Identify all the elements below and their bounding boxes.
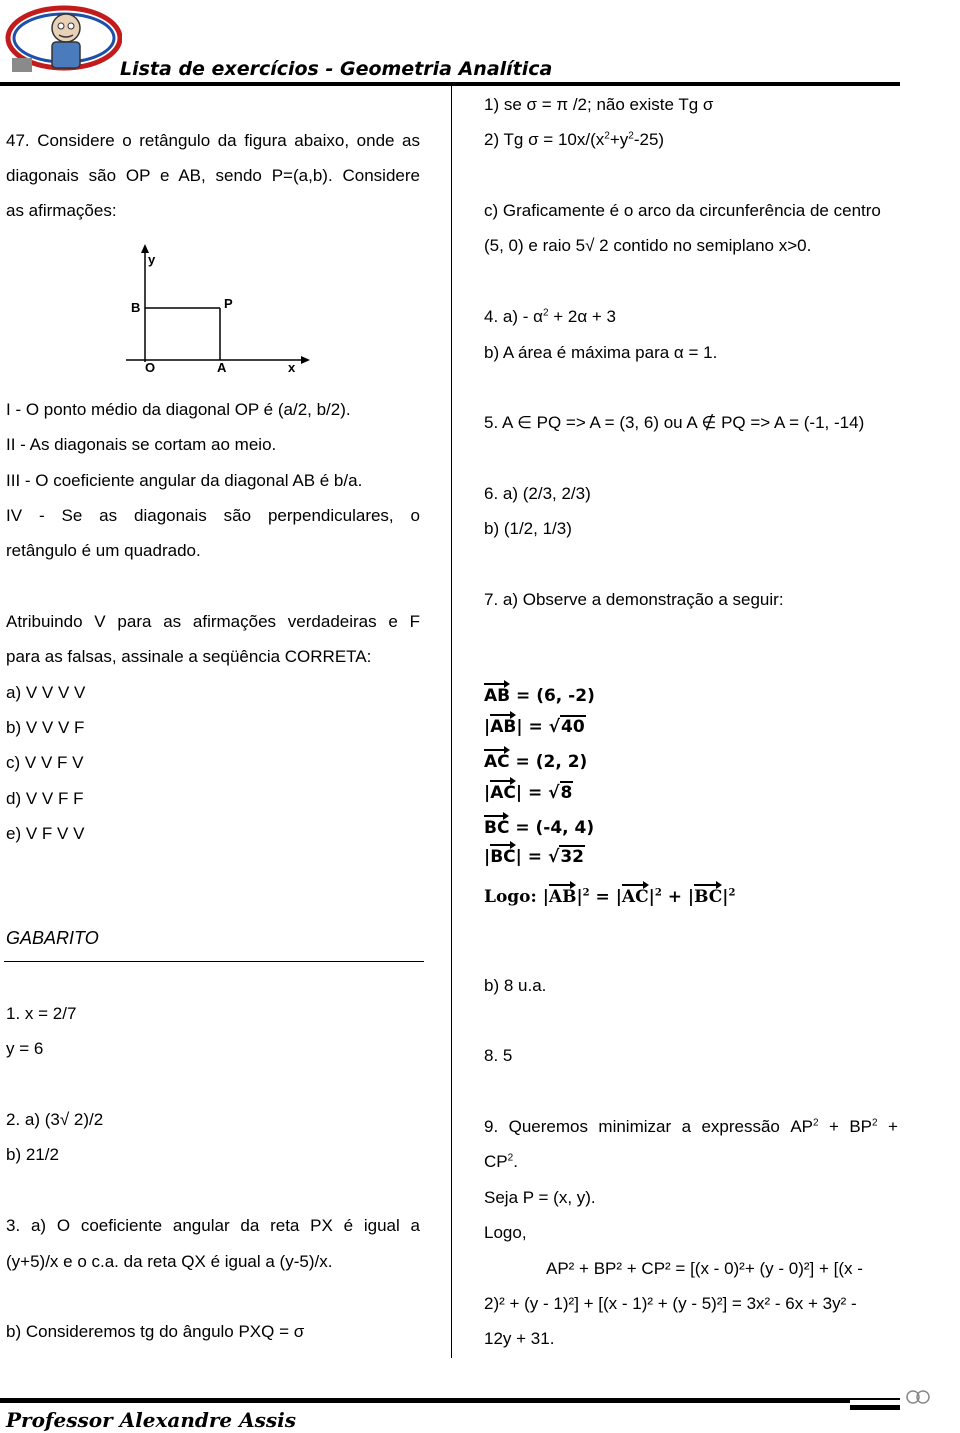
vector-bc: BC xyxy=(484,818,510,838)
sqrt: √32 xyxy=(547,847,584,867)
r9-word: + xyxy=(888,1117,898,1136)
r2-pre: 2) Tg σ = 10x/(x xyxy=(484,130,605,149)
answer-2a xyxy=(6,1109,103,1131)
figure-label-p: P xyxy=(224,296,233,311)
proof-bc xyxy=(484,818,594,838)
footer-author: Professor Alexandre Assis xyxy=(6,1408,296,1432)
figure-label-a: A xyxy=(217,360,227,375)
answer-3a-line-1: 3. a) O coeficiente angular da reta PX é igual a xyxy=(6,1216,420,1235)
r4a-pre: 4. a) - α xyxy=(484,307,543,326)
answer-r5: 5. A ∈ PQ => A = (3, 6) ou A ∉ PQ => A = (-1, -14) xyxy=(484,413,865,432)
answer-3a-line-2: (y+5)/x e o c.a. da reta QX é igual a (y-5)/x. xyxy=(6,1252,333,1271)
gabarito-title: GABARITO xyxy=(6,928,99,948)
answer-r6b: b) (1/2, 1/3) xyxy=(484,519,572,538)
bc-mod-value: 32 xyxy=(560,847,584,867)
plus: + xyxy=(661,887,688,907)
vector-ac-logo: AC xyxy=(621,887,649,907)
r9-word: 9. xyxy=(484,1117,499,1136)
answer-2a-post: 2)/2 xyxy=(69,1110,104,1129)
proof-bc-mod: |BC| = √32 xyxy=(484,847,584,867)
figure-label-x: x xyxy=(288,360,296,375)
r9-word: minimizar xyxy=(598,1117,672,1136)
instruction-line-2: para as falsas, assinale a seqüência CORRETA: xyxy=(6,647,372,666)
page-title: Lista de exercícios - Geometria Analítica xyxy=(120,58,553,80)
ac-mod-value: 8 xyxy=(560,783,573,803)
vector-bc-logo: BC xyxy=(694,887,723,907)
r2-sup-1: 2 xyxy=(604,130,610,142)
answer-2b: b) 21/2 xyxy=(6,1145,59,1164)
option-e: e) V F V V xyxy=(6,824,85,843)
answer-r1: 1) se σ = π /2; não existe Tg σ xyxy=(484,95,714,114)
r2-sup-2: 2 xyxy=(628,130,634,142)
q47-line-2: diagonais são OP e AB, sendo P=(a,b). Considere xyxy=(6,166,420,185)
statement-2: II - As diagonais se cortam ao meio. xyxy=(6,435,277,454)
r9-word: Queremos xyxy=(508,1117,588,1136)
vector-ac-mod: AC xyxy=(490,783,516,803)
r4a-post: + 2α + 3 xyxy=(548,307,617,326)
option-b: b) V V V F xyxy=(6,718,85,737)
eq: = xyxy=(522,717,549,737)
answer-r9-line-7: 12y + 31. xyxy=(484,1329,555,1348)
sq-3: 2 xyxy=(728,887,736,899)
vector-ab-logo: AB xyxy=(548,887,577,907)
proof-ac xyxy=(484,752,587,772)
sq-1: 2 xyxy=(582,887,590,899)
ac-value: = (2, 2) xyxy=(509,752,588,772)
sqrt: √8 xyxy=(548,783,573,803)
rectangle-figure xyxy=(120,244,320,378)
proof-logo: Logo: $|AB|^2 = |AC|^2 + |BC|^2$ xyxy=(484,887,736,907)
r9-bp: $BP^2$ xyxy=(849,1117,878,1136)
logo-label: Logo: xyxy=(484,887,543,907)
statement-1: I - O ponto médio da diagonal OP é (a/2, b/2). xyxy=(6,400,351,419)
q47-line-3: as afirmações: xyxy=(6,201,117,220)
option-c: c) V V F V xyxy=(6,753,84,772)
r9-word: a xyxy=(681,1117,692,1136)
header-logo xyxy=(4,2,122,80)
header-rule xyxy=(0,82,900,86)
r9-word: expressão xyxy=(701,1117,780,1136)
answer-r7b: b) 8 u.a. xyxy=(484,976,547,995)
figure-label-o: O xyxy=(145,360,156,375)
r9-ap: $AP^2$ xyxy=(790,1117,819,1136)
proof-ab-mod: |AB| = √40 xyxy=(484,717,585,737)
answer-r7a: 7. a) Observe a demonstração a seguir: xyxy=(484,590,784,609)
eq: = xyxy=(522,783,549,803)
bc-value: = (-4, 4) xyxy=(509,818,595,838)
statement-4-cont: retângulo é um quadrado. xyxy=(6,541,201,560)
footer-ornament-icon xyxy=(906,1388,930,1411)
answer-r4b: b) A área é máxima para α = 1. xyxy=(484,343,718,362)
eq: = xyxy=(589,887,616,907)
proof-ab xyxy=(484,686,595,706)
sq-2: 2 xyxy=(654,887,662,899)
column-divider xyxy=(451,86,452,1358)
statement-3: III - O coeficiente angular da diagonal AB é b/a. xyxy=(6,471,363,490)
option-d: d) V V F F xyxy=(6,789,84,808)
ab-value: = (6, -2) xyxy=(510,686,595,706)
vector-ac: AC xyxy=(484,752,510,772)
r2-post: -25) xyxy=(633,130,665,149)
vector-ab-mod: AB xyxy=(490,717,517,737)
eq: = xyxy=(521,847,548,867)
answer-r9-line-4: Logo, xyxy=(484,1223,527,1242)
answer-rc-line-1: c) Graficamente é o arco da circunferência de centro xyxy=(484,201,881,220)
answer-r6a: 6. a) (2/3, 2/3) xyxy=(484,484,591,503)
q47-line-1: 47. Considere o retângulo da figura abaixo, onde as xyxy=(6,131,420,150)
rc-post: 2 contido no semiplano x>0. xyxy=(594,236,812,255)
answer-rc-line-2 xyxy=(484,235,811,257)
rc-pre: (5, 0) e raio 5 xyxy=(484,236,586,255)
answer-2a-pre: 2. a) (3 xyxy=(6,1110,60,1129)
r9-cp-sup: 2 xyxy=(507,1152,514,1164)
sqrt-symbol: √ xyxy=(585,236,595,255)
sqrt: √40 xyxy=(548,717,585,737)
answer-1-y: y = 6 xyxy=(6,1039,44,1058)
vector-ab: AB xyxy=(484,686,511,706)
ab-mod-value: 40 xyxy=(561,717,585,737)
proof-ac-mod: |AC| = √8 xyxy=(484,783,573,803)
answer-r2 xyxy=(484,129,664,151)
answer-r9-line-6: 2)² + (y - 1)²] + [(x - 1)² + (y - 5)²] = 3x² - 6x + 3y² - xyxy=(484,1294,857,1313)
r2-mid: +y xyxy=(609,130,629,149)
answer-3b: b) Consideremos tg do ângulo PXQ = σ xyxy=(6,1322,305,1341)
answer-r8: 8. 5 xyxy=(484,1046,513,1065)
r9-cp: CP xyxy=(484,1152,508,1171)
answer-r4a xyxy=(484,306,616,328)
r9-word: + xyxy=(828,1117,839,1136)
answer-r9-line-3: Seja P = (x, y). xyxy=(484,1188,596,1207)
vector-bc-mod: BC xyxy=(490,847,516,867)
footer-rule-thin xyxy=(850,1398,900,1400)
figure-label-b: B xyxy=(131,300,141,315)
instruction-line-1: Atribuindo V para as afirmações verdadeiras e F xyxy=(6,612,420,631)
answer-1-x: 1. x = 2/7 xyxy=(6,1004,77,1023)
r4a-sup: 2 xyxy=(542,307,549,319)
gabarito-rule xyxy=(4,961,424,962)
answer-r9-line-1 xyxy=(484,1116,898,1138)
sqrt-symbol: √ xyxy=(59,1110,70,1129)
footer-rule xyxy=(0,1398,850,1403)
answer-r9-line-2: $CP^2$. xyxy=(484,1152,518,1171)
footer-rule-right xyxy=(850,1405,900,1410)
answer-r9-line-5: AP² + BP² + CP² = [(x - 0)²+ (y - 0)²] + [(x - xyxy=(546,1259,863,1278)
figure-label-y: y xyxy=(148,252,156,267)
option-a: a) V V V V xyxy=(6,683,86,702)
statement-4: IV - Se as diagonais são perpendiculares, o xyxy=(6,506,420,525)
